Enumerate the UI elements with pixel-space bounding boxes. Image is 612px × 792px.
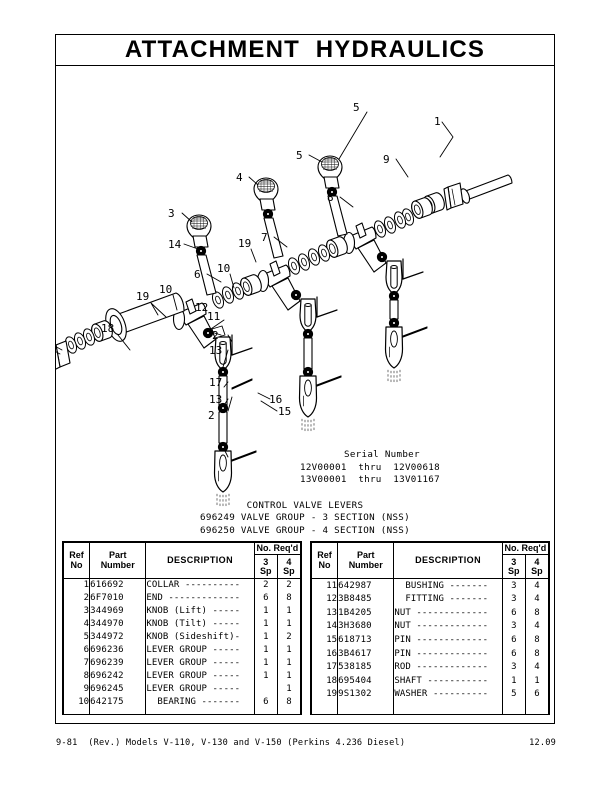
cell-sp4: 4: [525, 619, 548, 633]
serial-number-heading: Serial Number: [344, 449, 420, 460]
table-row: [64, 592, 301, 605]
callout-11: 11: [207, 310, 221, 323]
cell-sp3: 6: [502, 606, 525, 620]
cell-part: 616692: [90, 579, 146, 592]
cell-sp4: 8: [277, 592, 300, 605]
cell-sp4: 1: [277, 683, 300, 696]
cell-desc: COLLAR ----------: [146, 579, 254, 592]
table-row: [312, 579, 549, 593]
callout-5a: 5: [353, 101, 360, 114]
table-row: [312, 647, 549, 661]
table-spacer-row: [64, 709, 301, 715]
cell-part: 696245: [90, 683, 146, 696]
cell-desc: FITTING -------: [394, 592, 502, 606]
upper-shaft: [459, 175, 512, 204]
cell-part: 344970: [90, 618, 146, 631]
cell-part: 3H3680: [338, 619, 394, 633]
parts-table-left: [62, 541, 302, 715]
cell-ref: 17: [312, 660, 338, 674]
cell-desc: PIN -------------: [394, 647, 502, 661]
cell-sp3: 3: [502, 592, 525, 606]
cell-desc: ROD -------------: [394, 660, 502, 674]
header-ref-no-right: Ref No: [312, 543, 338, 579]
header-no-reqd-left: No. Req'd: [254, 543, 300, 555]
cell-ref: 5: [64, 631, 90, 644]
cell-ref: 15: [312, 633, 338, 647]
header-part-number-right: Part Number: [338, 543, 394, 579]
cell-sp3: 5: [502, 688, 525, 702]
callout-19a: 19: [136, 290, 150, 303]
cell-sp4: 1: [277, 605, 300, 618]
shaft-stack-mid: [286, 235, 349, 276]
callout-15: 15: [278, 405, 292, 418]
cell-desc: BEARING -------: [146, 696, 254, 709]
callout-18: 18: [101, 322, 115, 335]
cell-part: 696239: [90, 657, 146, 670]
cell-ref: 14: [312, 619, 338, 633]
table-row: [64, 618, 301, 631]
cell-sp4: 4: [525, 660, 548, 674]
cell-desc: LEVER GROUP -----: [146, 670, 254, 683]
cell-desc: KNOB (Sideshift)-: [146, 631, 254, 644]
cell-sp4: 2: [277, 579, 300, 592]
cell-desc: PIN -------------: [394, 633, 502, 647]
callout-12: 12: [195, 301, 209, 314]
table-row: [312, 674, 549, 688]
linkage-right: [386, 259, 428, 384]
control-valve-line-2: 696250 VALVE GROUP - 4 SECTION (NSS): [200, 524, 410, 536]
callout-10a: 10: [159, 283, 173, 296]
cell-sp3: 3: [502, 619, 525, 633]
cell-part: 642175: [90, 696, 146, 709]
cell-sp3: 6: [254, 696, 277, 709]
cell-ref: 6: [64, 644, 90, 657]
cell-ref: 7: [64, 657, 90, 670]
cell-desc: END -------------: [146, 592, 254, 605]
cell-sp4: 1: [525, 674, 548, 688]
header-4sp-left: 4 Sp: [277, 555, 300, 579]
cell-sp4: 8: [277, 696, 300, 709]
callout-13a: 13: [209, 344, 223, 357]
cell-sp4: 8: [525, 633, 548, 647]
table-row: [312, 606, 549, 620]
table-row: [64, 696, 301, 709]
knob-lever-4: [254, 178, 283, 258]
cell-ref: 19: [312, 688, 338, 702]
cell-sp3: 3: [502, 660, 525, 674]
cell-part: 696236: [90, 644, 146, 657]
cell-ref: 16: [312, 647, 338, 661]
cell-sp3: 1: [254, 644, 277, 657]
cell-ref: 18: [312, 674, 338, 688]
cell-desc: LEVER GROUP -----: [146, 683, 254, 696]
cell-ref: 13: [312, 606, 338, 620]
cell-part: 642987: [338, 579, 394, 593]
cell-sp3: 1: [254, 618, 277, 631]
cell-ref: 4: [64, 618, 90, 631]
cell-sp4: 1: [277, 657, 300, 670]
linkage-left: [215, 335, 257, 508]
table-row: [64, 631, 301, 644]
header-no-reqd-right: No. Req'd: [502, 543, 548, 555]
table-spacer-row: [312, 708, 549, 714]
cell-part: 695404: [338, 674, 394, 688]
table-row: [312, 660, 549, 674]
cell-desc: SHAFT -----------: [394, 674, 502, 688]
callout-14: 14: [168, 238, 182, 251]
table-body-left: [64, 579, 301, 715]
callout-4: 4: [236, 171, 243, 184]
cell-part: 618713: [338, 633, 394, 647]
cell-ref: 11: [312, 579, 338, 593]
table-body-right: [312, 579, 549, 715]
callout-2a: 2: [212, 329, 219, 342]
page-title: ATTACHMENT HYDRAULICS: [124, 35, 486, 63]
cell-part: 696242: [90, 670, 146, 683]
callout-1: 1: [434, 115, 441, 128]
cell-sp4: 4: [525, 579, 548, 593]
cell-sp4: 2: [277, 631, 300, 644]
callout-9: 9: [383, 153, 390, 166]
parts-table-right: [310, 541, 550, 715]
knob-lever-3: [187, 215, 216, 295]
cell-part: 3B4617: [338, 647, 394, 661]
callout-5b: 5: [296, 149, 303, 162]
table-row: [312, 688, 549, 702]
header-3sp-left: 3 Sp: [254, 555, 277, 579]
serial-number-line-1: 12V00001 thru 12V00618: [300, 461, 440, 473]
cell-sp3: 6: [502, 633, 525, 647]
cell-desc: KNOB (Lift) -----: [146, 605, 254, 618]
header-3sp-right: 3 Sp: [502, 555, 525, 579]
callout-2b: 2: [208, 409, 215, 422]
cell-desc: NUT -------------: [394, 606, 502, 620]
header-4sp-right: 4 Sp: [525, 555, 548, 579]
control-valve-block: [56, 487, 554, 537]
control-valve-line-1: 696249 VALVE GROUP - 3 SECTION (NSS): [200, 512, 410, 523]
header-description-left: DESCRIPTION: [146, 543, 254, 579]
cell-sp3: 1: [254, 631, 277, 644]
cell-ref: 3: [64, 605, 90, 618]
table-row: [64, 579, 301, 592]
cell-sp3: 1: [502, 674, 525, 688]
cell-sp4: 6: [525, 688, 548, 702]
header-part-number-left: Part Number: [90, 543, 146, 579]
cell-sp4: 8: [525, 606, 548, 620]
header-ref-no-left: Ref No: [64, 543, 90, 579]
cell-desc: LEVER GROUP -----: [146, 657, 254, 670]
control-valve-heading: CONTROL VALVE LEVERS: [246, 499, 364, 511]
callout-19b: 19: [238, 237, 252, 250]
table-row: [64, 683, 301, 696]
cell-part: 344972: [90, 631, 146, 644]
cell-part: 1B4205: [338, 606, 394, 620]
cell-sp3: [254, 683, 277, 696]
table-row: [64, 605, 301, 618]
cell-part: 3B8485: [338, 592, 394, 606]
footer-models-text: 9-81 (Rev.) Models V-110, V-130 and V-150 (Perkins 4.236 Diesel): [56, 738, 406, 748]
cell-sp3: 2: [254, 579, 277, 592]
header-description-right: DESCRIPTION: [394, 543, 502, 579]
cell-desc: LEVER GROUP -----: [146, 644, 254, 657]
callout-6: 6: [194, 268, 201, 281]
shaft-stack-left: [210, 273, 263, 310]
cell-sp3: 3: [502, 579, 525, 593]
cell-ref: 12: [312, 592, 338, 606]
cell-sp3: 1: [254, 670, 277, 683]
cell-sp3: 1: [254, 605, 277, 618]
footer-page-number: 12.09: [529, 738, 556, 748]
cell-sp3: 6: [502, 647, 525, 661]
cell-sp4: 1: [277, 670, 300, 683]
cell-ref: 8: [64, 670, 90, 683]
cell-sp4: 1: [277, 618, 300, 631]
cell-part: 9S1302: [338, 688, 394, 702]
callout-16: 16: [269, 393, 283, 406]
cell-desc: NUT -------------: [394, 619, 502, 633]
callout-10b: 10: [217, 262, 231, 275]
cell-sp4: 1: [277, 644, 300, 657]
cell-sp3: 1: [254, 657, 277, 670]
cell-sp4: 4: [525, 592, 548, 606]
table-row: [312, 619, 549, 633]
serial-number-line-2: 13V00001 thru 13V01167: [300, 474, 440, 485]
cell-ref: 9: [64, 683, 90, 696]
cell-sp4: 8: [525, 647, 548, 661]
page-title-banner: [55, 34, 555, 66]
table-row: [64, 657, 301, 670]
mount-bracket-right: [444, 183, 463, 210]
table-row: [312, 592, 549, 606]
cell-desc: BUSHING -------: [394, 579, 502, 593]
cell-ref: 2: [64, 592, 90, 605]
callout-7: 7: [261, 231, 268, 244]
cell-part: 344969: [90, 605, 146, 618]
serial-number-block: [300, 424, 440, 487]
table-row: [64, 644, 301, 657]
callout-8: 8: [327, 191, 334, 204]
shaft-stack-right: [372, 191, 446, 239]
cell-ref: 10: [64, 696, 90, 709]
cell-ref: 1: [64, 579, 90, 592]
callout-3: 3: [168, 207, 175, 220]
cell-sp3: 6: [254, 592, 277, 605]
table-row: [312, 633, 549, 647]
table-row: [64, 670, 301, 683]
linkage-mid: [300, 297, 342, 433]
cell-desc: KNOB (Tilt) -----: [146, 618, 254, 631]
callout-13b: 13: [209, 393, 223, 406]
cell-part: 6F7010: [90, 592, 146, 605]
callout-17: 17: [209, 376, 223, 389]
cell-desc: WASHER ----------: [394, 688, 502, 702]
cell-part: 538185: [338, 660, 394, 674]
